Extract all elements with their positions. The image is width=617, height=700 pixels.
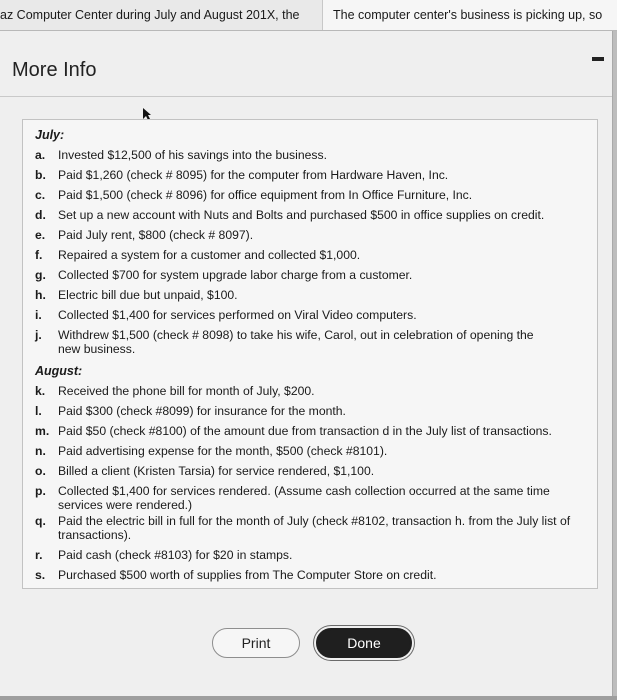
item-letter: p. (35, 484, 46, 498)
list-item (35, 288, 585, 302)
list-item (35, 424, 585, 438)
item-text: Collected $1,400 for services performed on Viral Video computers. (58, 308, 417, 322)
list-item (35, 308, 585, 322)
item-text: Paid $1,500 (check # 8096) for office equipment from In Office Furniture, Inc. (58, 188, 473, 202)
item-letter: n. (35, 444, 46, 458)
item-text: Paid the electric bill in full for the month of July (check #8102, transaction h. from the July list of transactions). (58, 514, 571, 542)
item-text: Set up a new account with Nuts and Bolts and purchased $500 in office supplies on credit. (58, 208, 545, 222)
top-bar (0, 0, 617, 31)
item-letter: r. (35, 548, 43, 562)
item-text: Paid $1,260 (check # 8095) for the computer from Hardware Haven, Inc. (58, 168, 449, 182)
question-header-right-text: The computer center's business is picking up, so (333, 8, 603, 22)
list-item (35, 228, 585, 242)
title-divider (0, 96, 612, 97)
item-letter: e. (35, 228, 46, 242)
minimize-icon[interactable] (592, 57, 604, 61)
item-text: Paid July rent, $800 (check # 8097). (58, 228, 254, 242)
item-text: Billed a client (Kristen Tarsia) for service rendered, $1,100. (58, 464, 375, 478)
august-heading: August: (35, 364, 83, 378)
bottom-edge (0, 696, 617, 700)
item-text: Received the phone bill for month of July, $200. (58, 384, 315, 398)
list-item (35, 208, 585, 222)
list-item (35, 444, 585, 458)
item-text: Collected $1,400 for services rendered. (Assume cash collection occurred at the same time services were rendered.) (58, 484, 550, 512)
item-letter: g. (35, 268, 46, 282)
more-info-dialog (0, 31, 613, 696)
item-letter: q. (35, 514, 46, 528)
item-text: Paid advertising expense for the month, $500 (check #8101). (58, 444, 388, 458)
item-letter: c. (35, 188, 46, 202)
list-item (35, 168, 585, 182)
item-text: Collected $700 for system upgrade labor charge from a customer. (58, 268, 413, 282)
list-item (35, 464, 585, 478)
list-item (35, 404, 585, 418)
item-letter: f. (35, 248, 43, 262)
item-letter: m. (35, 424, 50, 438)
list-item (35, 548, 585, 562)
item-text: Electric bill due but unpaid, $100. (58, 288, 238, 302)
transactions-box (22, 119, 598, 589)
item-letter: a. (35, 148, 46, 162)
list-item (35, 248, 585, 262)
item-text: Paid $50 (check #8100) of the amount due from transaction d in the July list of transactions. (58, 424, 552, 438)
question-header-right (322, 0, 617, 30)
list-item (35, 514, 585, 542)
list-item (35, 484, 565, 512)
item-letter: s. (35, 568, 46, 582)
item-text: Paid cash (check #8103) for $20 in stamps. (58, 548, 293, 562)
list-item (35, 328, 555, 356)
item-text: Paid $300 (check #8099) for insurance for the month. (58, 404, 346, 418)
item-letter: h. (35, 288, 46, 302)
done-button[interactable]: Done (316, 628, 412, 658)
item-letter: i. (35, 308, 42, 322)
item-letter: b. (35, 168, 46, 182)
print-button[interactable]: Print (212, 628, 300, 658)
item-text: Repaired a system for a customer and collected $1,000. (58, 248, 361, 262)
item-letter: k. (35, 384, 46, 398)
item-text: Invested $12,500 of his savings into the business. (58, 148, 327, 162)
item-letter: j. (35, 328, 42, 342)
list-item (35, 568, 585, 582)
list-item (35, 268, 585, 282)
list-item (35, 148, 585, 162)
item-text: Withdrew $1,500 (check # 8098) to take his wife, Carol, out in celebration of opening the new business. (58, 328, 534, 356)
item-letter: o. (35, 464, 46, 478)
list-item (35, 384, 585, 398)
question-header-left: az Computer Center during July and August 201X, the (0, 8, 300, 22)
item-text: Purchased $500 worth of supplies from The Computer Store on credit. (58, 568, 437, 582)
list-item (35, 188, 585, 202)
july-heading: July: (35, 128, 65, 142)
item-letter: l. (35, 404, 42, 418)
dialog-title: More Info (12, 59, 97, 81)
item-letter: d. (35, 208, 46, 222)
